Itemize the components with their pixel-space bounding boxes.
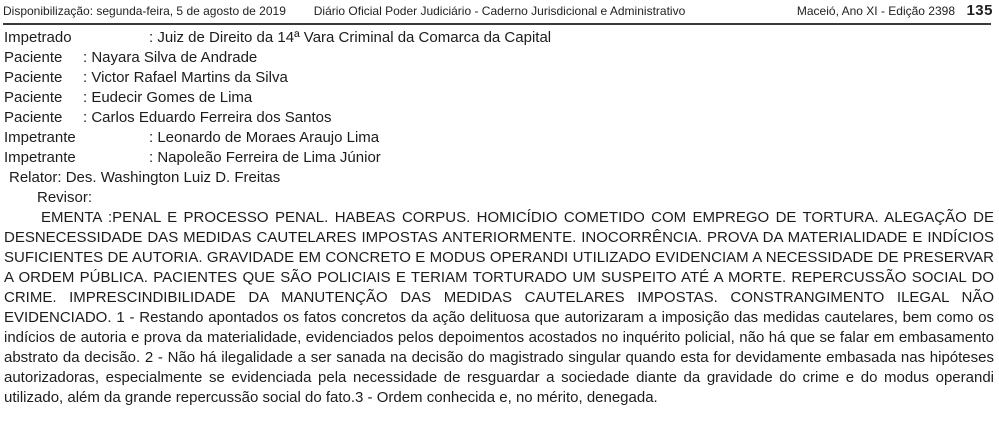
party-row — [4, 68, 995, 88]
party-row — [4, 128, 995, 148]
party-value: : Leonardo de Moraes Araujo Lima — [149, 129, 380, 146]
party-value: : Nayara Silva de Andrade — [83, 49, 258, 66]
party-value: : Victor Rafael Martins da Silva — [83, 69, 288, 86]
ementa-paragraph: EMENTA :PENAL E PROCESSO PENAL. HABEAS CORPUS. HOMICÍDIO COMETIDO COM EMPREGO DE TORTURA. ALEGAÇÃO DE DESNECESSIDADE DAS MEDIDAS CAUTELARES IMPOSTAS ANTERIORMENTE. INOCORRÊNCIA. PROVA DA MATERIALIDADE E INDÍCIOS SUFICIENTES DE AUTORIA. GRAVIDADE EM CONCRETO E MODUS OPERANDI UTILIZADO EVIDENCIAM A NECESSIDADE DE PRESERVAR A ORDEM PÚBLICA. PACIENTES QUE SÃO POLICIAIS E TERIAM TORTURADO UM SUSPEITO ATÉ A MORTE. REPERCUSSÃO SOCIAL DO CRIME. IMPRESCINDIBILIDADE DA MANUTENÇÃO DAS MEDIDAS CAUTELARES IMPOSTAS. CONSTRANGIMENTO ILEGAL NÃO EVIDENCIADO. 1 - Restando apontados os fatos concretos da ação delituosa que autorizaram a imposição das medidas cautelares, bem como os indícios de autoria e prova da materialidade, evidenciados pelos depoimentos acostados no inquérito policial, não há que se falar em embasamento abstrato da decisão. 2 - Não há ilegalidade a ser sanada na decisão do magistrado singular quando esta for devidamente embasada nas hipóteses autorizadoras, especialmente se evidenciada pela necessidade de resguardar a sociedade diante da gravidade do crime e do modus operandi utilizado, além da grande repercussão social do fato.3 - Ordem conhecida e, no mérito, denegada. — [4, 209, 994, 406]
party-label: Paciente — [4, 49, 63, 66]
party-label: Paciente — [4, 109, 63, 126]
header-gazette-title: Diário Oficial Poder Judiciário - Caderno Jurisdicional e Administrativo — [313, 4, 686, 18]
header-edition-info: Maceió, Ano XI - Edição 2398 — [796, 4, 955, 18]
header-divider — [3, 23, 991, 25]
party-row — [4, 28, 995, 48]
party-value: : Napoleão Ferreira de Lima Júnior — [149, 149, 381, 166]
document-body — [0, 20, 999, 408]
party-row — [4, 108, 995, 128]
party-value: : Eudecir Gomes de Lima — [83, 89, 253, 106]
page-number: 135 — [966, 2, 993, 19]
party-label: Impetrado — [4, 29, 72, 46]
page-header — [0, 0, 999, 20]
party-value: : Juiz de Direito da 14ª Vara Criminal da Comarca da Capital — [149, 29, 552, 46]
relator-line: Relator: Des. Washington Luiz D. Freitas — [9, 169, 281, 186]
party-row — [4, 88, 995, 108]
party-value: : Carlos Eduardo Ferreira dos Santos — [83, 109, 332, 126]
party-label: Paciente — [4, 69, 63, 86]
party-label: Impetrante — [4, 149, 76, 166]
header-availability-date: Disponibilização: segunda-feira, 5 de agosto de 2019 — [3, 4, 286, 18]
revisor-line: Revisor: — [37, 189, 93, 206]
party-label: Impetrante — [4, 129, 76, 146]
party-label: Paciente — [4, 89, 63, 106]
party-row — [4, 148, 995, 168]
party-row — [4, 48, 995, 68]
